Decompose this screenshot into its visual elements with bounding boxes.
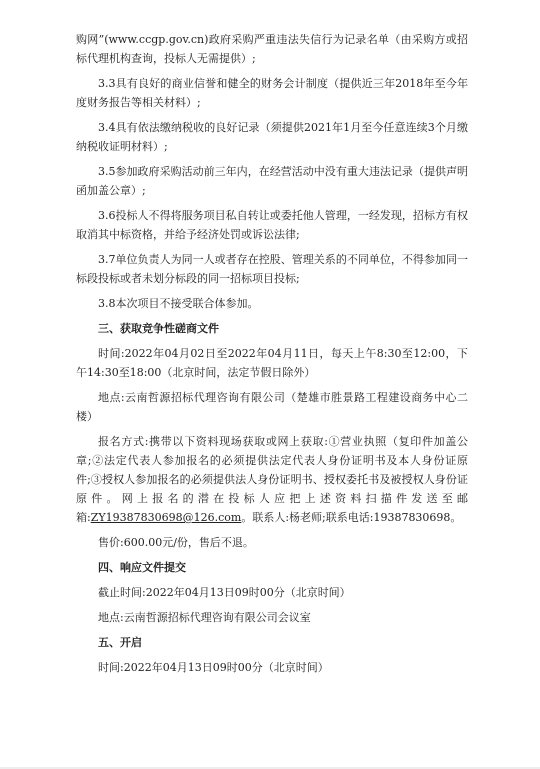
paragraph-opening-time: 时间:2022年04月13日09时00分（北京时间）: [98, 661, 329, 674]
paragraph-3-7: 3.7单位负责人为同一人或者存在控股、管理关系的不同单位，不得参加同一标段投标或者未划分标段的同一招标项目投标;: [76, 253, 468, 285]
section-heading-5: 五、开启: [98, 636, 142, 649]
paragraph-price: 售价:600.00元/份，售后不退。: [98, 536, 254, 549]
paragraph-3-8: 3.8本次项目不接受联合体参加。: [98, 297, 259, 310]
paragraph-3-6: 3.6投标人不得将服务项目私自转让或委托他人管理，一经发现，招标方有权取消其中标资格，并给予经济处罚或诉讼法律;: [76, 209, 468, 241]
registration-text: 报名方式:携带以下资料现场获取或网上获取:①营业执照（复印件加盖公章;②法定代表人参加报名的必须提供法定代表人身份证明书及本人身份证原件;③授权人参加报名的必须提供法人身份证明书、授权委托书及被授权人身份证原件。网上报名的潜在投标人应把上述资料扫描件发送至邮箱:: [76, 435, 468, 524]
document-body: [76, 30, 468, 683]
paragraph-deadline: 截止时间:2022年04月13日09时00分（北京时间）: [98, 586, 351, 599]
registration-contact-text: 。联系人:杨老师;联系电话:19387830698。: [241, 511, 462, 524]
paragraph-acquire-location: 地点:云南哲源招标代理咨询有限公司（楚雄市胜景路工程建设商务中心二楼）: [76, 391, 468, 423]
paragraph-submit-location: 地点:云南哲源招标代理咨询有限公司会议室: [98, 611, 311, 624]
section-heading-3: 三、获取竞争性磋商文件: [98, 322, 219, 335]
paragraph-registration-method: [76, 432, 468, 527]
paragraph-3-3: 3.3具有良好的商业信誉和健全的财务会计制度（提供近三年2018年至今年度财务报告等相关材料）;: [76, 77, 468, 109]
paragraph-3-5: 3.5参加政府采购活动前三年内，在经营活动中没有重大违法记录（提供声明函加盖公章）;: [76, 165, 468, 197]
section-heading-4: 四、响应文件提交: [98, 561, 186, 574]
paragraph-blacklist-record: 购网”(www.ccgp.gov.cn)政府采购严重违法失信行为记录名单（由采购方或招标代理机构查询，投标人无需提供）;: [76, 33, 468, 65]
paragraph-acquire-time: 时间:2022年04月02日至2022年04月11日，每天上午8:30至12:00，下午14:30至18:00（北京时间，法定节假日除外）: [76, 347, 468, 379]
paragraph-3-4: 3.4具有依法缴纳税收的良好记录（须提供2021年1月至今任意连续3个月缴纳税收证明材料）;: [76, 121, 468, 153]
registration-email-link[interactable]: ZY19387830698@126.com: [90, 511, 242, 524]
